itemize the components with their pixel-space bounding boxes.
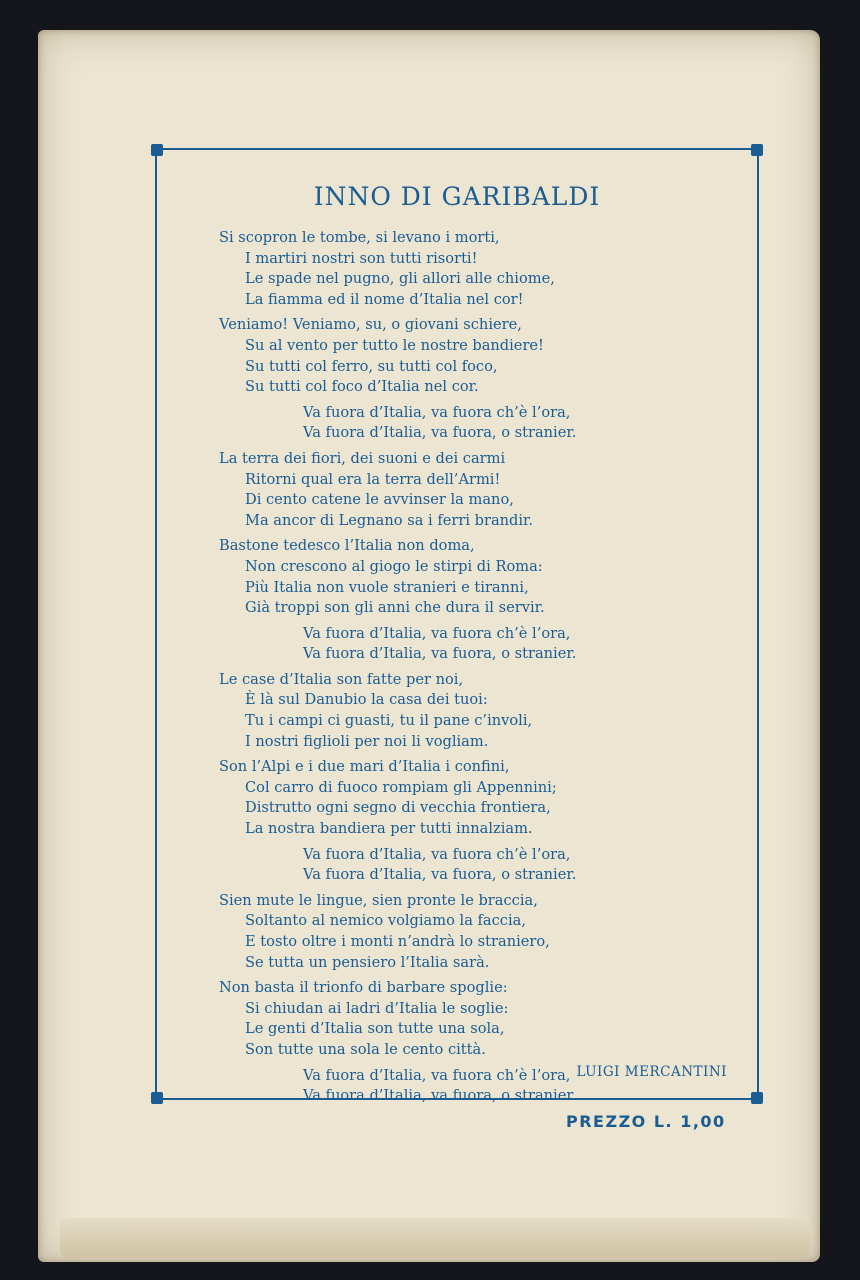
- poem-stanza: [219, 449, 759, 531]
- poem-refrain: [219, 845, 759, 886]
- poem-line: Non crescono al giogo le stirpi di Roma:: [245, 557, 543, 575]
- poem-stanza: [219, 757, 759, 839]
- poem-body: [219, 228, 759, 1112]
- poem-line: Col carro di fuoco rompiam gli Appennini;: [245, 778, 557, 796]
- poem-line: Son tutte una sola le cento città.: [245, 1040, 486, 1058]
- refrain-line: Va fuora d’Italia, va fuora, o stranier.: [303, 645, 577, 663]
- refrain-line: Va fuora d’Italia, va fuora ch’è l’ora,: [303, 1066, 571, 1084]
- poem-line: La terra dei fiori, dei suoni e dei carmi: [219, 449, 506, 467]
- poem-stanza: [219, 228, 759, 310]
- poem-line: Ritorni qual era la terra dell’Armi!: [245, 470, 501, 488]
- refrain-line: Va fuora d’Italia, va fuora ch’è l’ora,: [303, 845, 571, 863]
- poem-line: Son l’Alpi e i due mari d’Italia i confini,: [219, 758, 510, 776]
- poem-line: Soltanto al nemico volgiamo la faccia,: [245, 912, 526, 930]
- poem-line: E tosto oltre i monti n’andrà lo straniero,: [245, 933, 550, 950]
- refrain-line: Va fuora d’Italia, va fuora, o stranier.: [303, 866, 577, 884]
- poem-stanza: [219, 891, 759, 973]
- poem-line: Tu i campi ci guasti, tu il pane c’involi,: [245, 712, 533, 730]
- poem-line: Ma ancor di Legnano sa i ferri brandir.: [245, 511, 534, 529]
- poem-line: Se tutta un pensiero l’Italia sarà.: [245, 953, 490, 971]
- poem-line: Già troppi son gli anni che dura il servir.: [245, 599, 545, 617]
- poem-line: La nostra bandiera per tutti innalziam.: [245, 820, 533, 838]
- poem-line: Più Italia non vuole stranieri e tiranni,: [245, 578, 529, 596]
- frame-corner-ornament: [151, 144, 163, 156]
- refrain-line: Va fuora d’Italia, va fuora, o stranier.: [303, 424, 577, 442]
- poem-line: Su al vento per tutto le nostre bandiere!: [245, 336, 544, 354]
- poem-line: Di cento catene le avvinser la mano,: [245, 491, 514, 509]
- poem-line: I nostri figlioli per noi li vogliam.: [245, 732, 489, 750]
- poem-line: Bastone tedesco l’Italia non doma,: [219, 537, 475, 555]
- poem-line: Sien mute le lingue, sien pronte le braccia,: [219, 891, 538, 909]
- poem-line: Distrutto ogni segno di vecchia frontiera,: [245, 799, 551, 817]
- poem-line: Le spade nel pugno, gli allori alle chiome,: [245, 270, 555, 288]
- price-label: PREZZO L. 1,00: [566, 1112, 726, 1131]
- poem-stanza: [219, 978, 759, 1060]
- poem-line: È là sul Danubio la casa dei tuoi:: [245, 691, 488, 709]
- poem-line: Si scopron le tombe, si levano i morti,: [219, 229, 500, 246]
- frame-corner-ornament: [751, 144, 763, 156]
- refrain-line: Va fuora d’Italia, va fuora, o stranier.: [303, 1087, 577, 1105]
- poem-line: Le genti d’Italia son tutte una sola,: [245, 1020, 505, 1038]
- poem-line: I martiri nostri son tutti risorti!: [245, 249, 478, 267]
- poem-stanza: [219, 670, 759, 752]
- poem-frame: [155, 148, 759, 1105]
- poem-line: La fiamma ed il nome d’Italia nel cor!: [245, 290, 524, 308]
- poem-author: LUIGI MERCANTINI: [576, 1064, 727, 1080]
- poem-refrain: [219, 403, 759, 444]
- refrain-line: Va fuora d’Italia, va fuora ch’è l’ora,: [303, 403, 571, 421]
- poem-title: INNO DI GARIBALDI: [313, 182, 601, 211]
- poem-line: Su tutti col foco d’Italia nel cor.: [245, 378, 479, 396]
- poem-line: Le case d’Italia son fatte per noi,: [219, 670, 464, 688]
- poem-stanza: [219, 315, 759, 397]
- poem-line: Su tutti col ferro, su tutti col foco,: [245, 357, 498, 375]
- poem-line: Si chiudan ai ladri d’Italia le soglie:: [245, 999, 509, 1017]
- poem-line: Veniamo! Veniamo, su, o giovani schiere,: [219, 316, 522, 334]
- refrain-line: Va fuora d’Italia, va fuora ch’è l’ora,: [303, 624, 571, 642]
- frame-corner-ornament: [151, 1092, 163, 1104]
- page-edge-bottom: [60, 1218, 810, 1258]
- poem-refrain: [219, 624, 759, 665]
- poem-stanza: [219, 536, 759, 618]
- poem-line: Non basta il trionfo di barbare spoglie:: [219, 979, 508, 997]
